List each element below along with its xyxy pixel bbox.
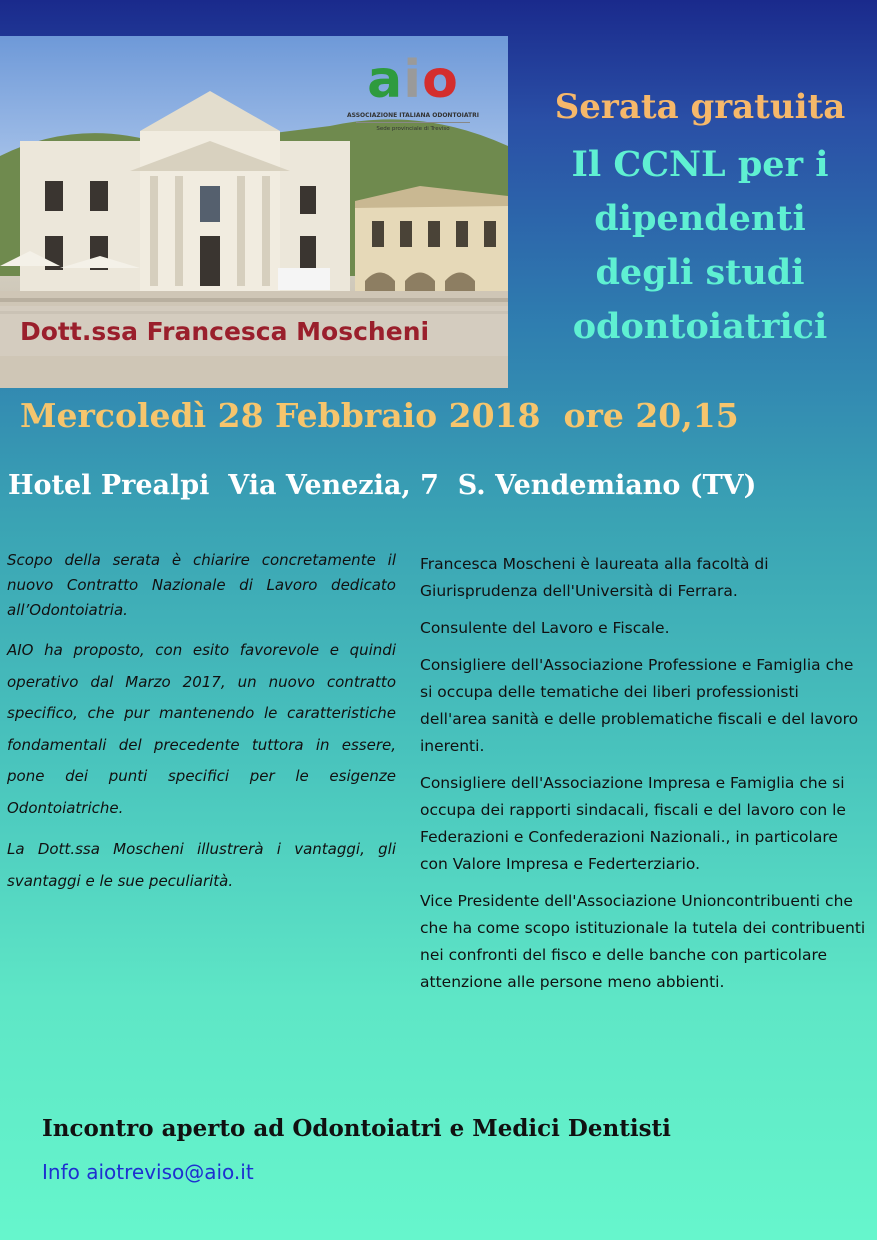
- event-title-line: degli studi: [595, 252, 805, 293]
- event-venue: Hotel Prealpi Via Venezia, 7 S. Vendemiano (TV): [8, 470, 757, 501]
- bio-paragraph: Consulente del Lavoro e Fiscale.: [420, 619, 670, 637]
- description-paragraph: Scopo della serata è chiarire concretamente il nuovo Contratto Nazionale di Lavoro dedicato all’Odontoiatria.: [7, 551, 396, 619]
- event-description: [7, 548, 396, 907]
- event-title-line: odontoiatrici: [572, 306, 828, 347]
- description-paragraph: AIO ha proposto, con esito favorevole e quindi operativo dal Marzo 2017, un nuovo contratto specifico, che pur mantenendo le caratteristiche fondamentali del precedente tuttora in essere, pone dei punti specifici per le esigenze Odontoiatriche.: [7, 641, 396, 817]
- bio-paragraph: Consigliere dell'Associazione Impresa e Famiglia che si occupa dei rapporti sindacali, fiscali e del lavoro con le Federazioni e Confederazioni Nazionali., in particolare con Valore Impresa e Federterziario.: [420, 774, 846, 873]
- aio-logo-mark: aio: [367, 50, 459, 110]
- event-title-line: Il CCNL per i: [571, 144, 829, 185]
- bio-paragraph: Consigliere dell'Associazione Professione e Famiglia che si occupa delle tematiche dei liberi professionisti dell'area sanità e delle problematiche fiscali e del lavoro inerenti.: [420, 656, 859, 755]
- aio-org-name: ASSOCIAZIONE ITALIANA ODONTOIATRI: [347, 112, 479, 119]
- contact-info[interactable]: Info aiotreviso@aio.it: [42, 1160, 254, 1184]
- description-paragraph: La Dott.ssa Moscheni illustrerà i vantaggi, gli svantaggi e le sue peculiarità.: [7, 840, 396, 890]
- event-title-line: dipendenti: [594, 198, 806, 239]
- venue-photo: [0, 36, 508, 388]
- speaker-caption: Dott.ssa Francesca Moscheni: [20, 317, 430, 346]
- speaker-bio: [420, 551, 870, 1006]
- aio-branch: Sede provinciale di Treviso: [376, 126, 450, 132]
- bio-paragraph: Francesca Moscheni è laureata alla facoltà di Giurisprudenza dell'Università di Ferrara.: [420, 555, 769, 600]
- audience-note: Incontro aperto ad Odontoiatri e Medici Dentisti: [42, 1115, 671, 1142]
- bio-paragraph: Vice Presidente dell'Associazione Unioncontribuenti che che ha come scopo istituzionale la tutela dei contribuenti nei confronti del fisco e delle banche con particolare attenzione alle persone meno abbienti.: [420, 892, 866, 991]
- aio-logo: [338, 50, 488, 160]
- free-event-label: Serata gratuita: [554, 87, 846, 127]
- event-title: [540, 138, 860, 354]
- event-date-time: Mercoledì 28 Febbraio 2018 ore 20,15: [20, 396, 739, 435]
- aio-logo-divider: [356, 122, 470, 123]
